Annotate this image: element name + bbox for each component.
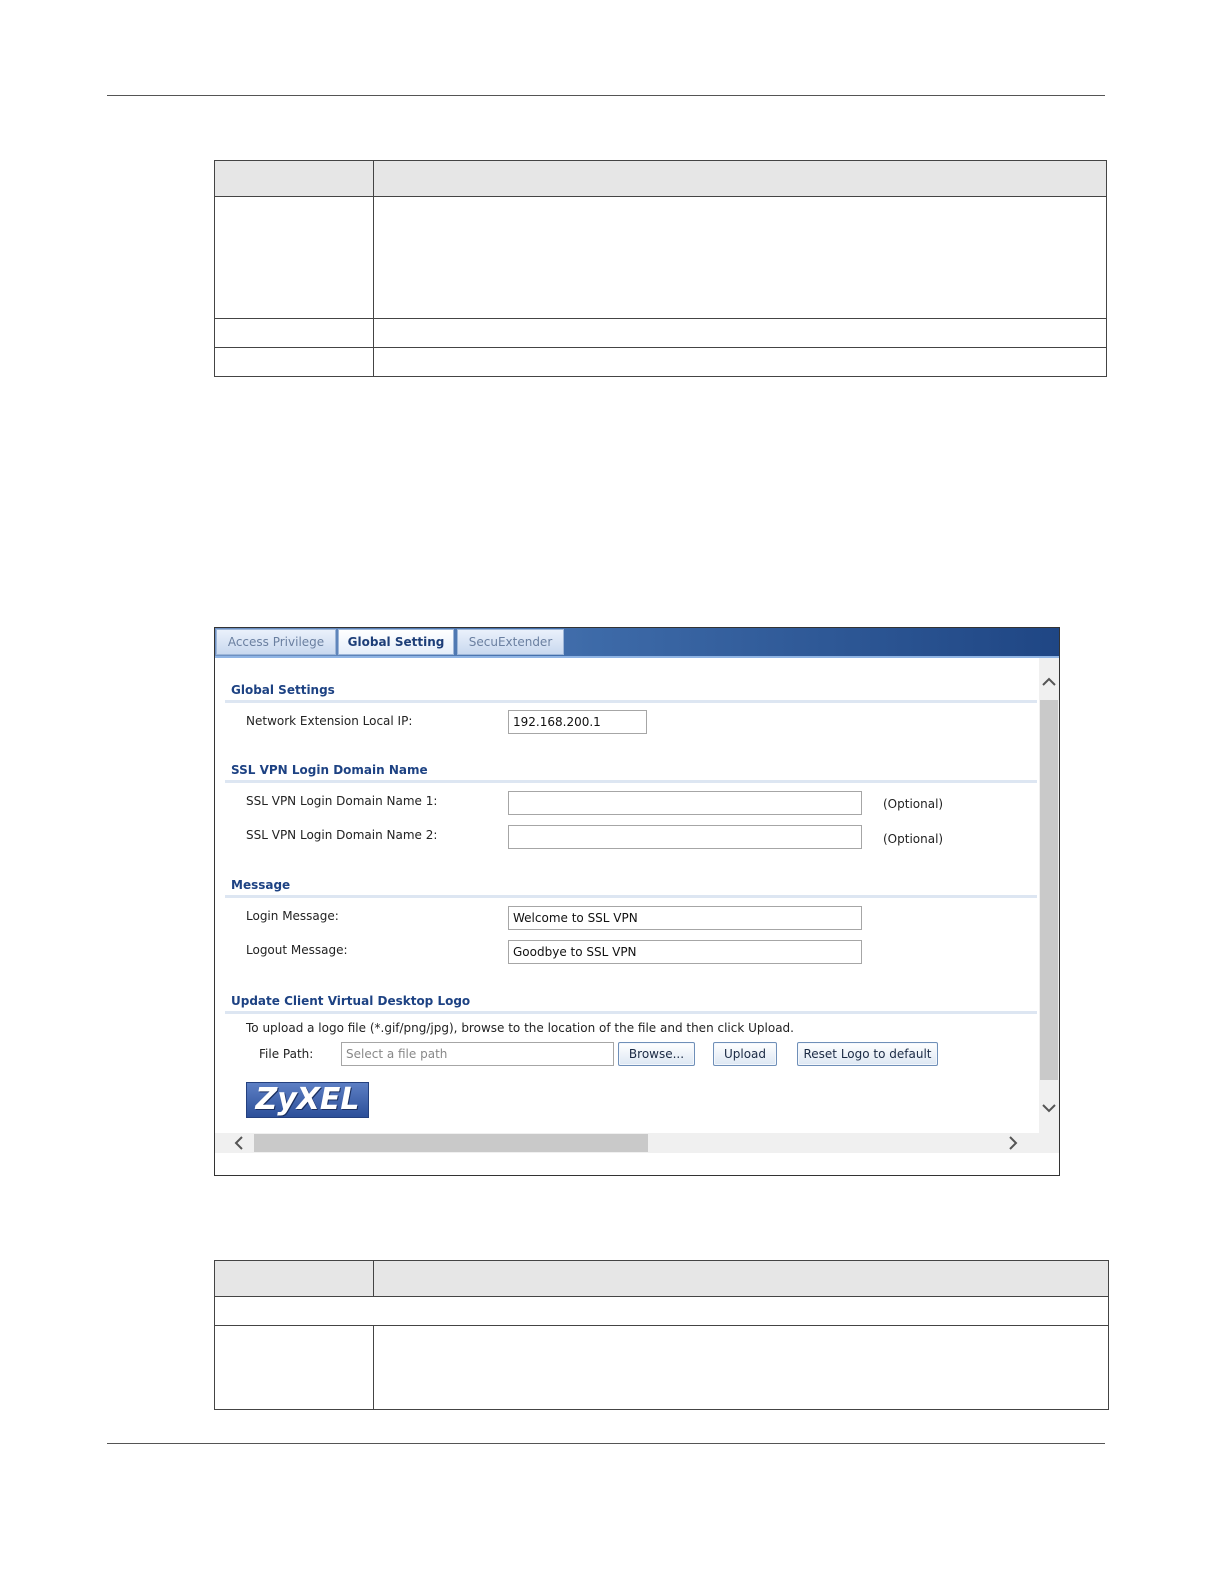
table-cell <box>215 1297 1109 1326</box>
table-header-cell <box>374 161 1107 197</box>
network-extension-ip-input[interactable]: 192.168.200.1 <box>508 710 647 734</box>
table-cell <box>374 348 1107 377</box>
table-header-cell <box>215 161 374 197</box>
table-cell <box>374 197 1107 319</box>
tab-access-privilege[interactable]: Access Privilege <box>216 629 336 655</box>
table-cell <box>215 197 374 319</box>
vertical-scroll-thumb[interactable] <box>1040 700 1058 1080</box>
section-title-domain-name: SSL VPN Login Domain Name <box>231 763 428 777</box>
table-cell <box>215 319 374 348</box>
tab-global-setting[interactable]: Global Setting <box>338 629 454 655</box>
tab-secuextender[interactable]: SecuExtender <box>457 629 564 655</box>
domain-name-1-label: SSL VPN Login Domain Name 1: <box>246 794 438 808</box>
logout-message-label: Logout Message: <box>246 943 348 957</box>
chevron-left-icon[interactable] <box>229 1133 249 1153</box>
logout-message-input[interactable]: Goodbye to SSL VPN <box>508 940 862 964</box>
optional-note: (Optional) <box>883 797 944 811</box>
ssl-vpn-global-setting-screenshot <box>214 627 1060 1176</box>
table-header-cell <box>215 1261 374 1297</box>
footer-rule <box>107 1443 1105 1444</box>
login-message-input[interactable]: Welcome to SSL VPN <box>508 906 862 930</box>
settings-panel <box>215 658 1039 1133</box>
description-table-top <box>214 160 1107 377</box>
file-path-label: File Path: <box>259 1047 314 1061</box>
domain-name-2-label: SSL VPN Login Domain Name 2: <box>246 828 438 842</box>
domain-name-1-input[interactable] <box>508 791 862 815</box>
section-divider <box>225 780 1037 783</box>
section-title-global-settings: Global Settings <box>231 683 335 697</box>
description-table-bottom <box>214 1260 1109 1410</box>
logo-upload-instructions: To upload a logo file (*.gif/png/jpg), browse to the location of the file and then click Upload. <box>246 1021 794 1035</box>
horizontal-scrollbar[interactable] <box>215 1133 1039 1153</box>
table-header-cell <box>374 1261 1109 1297</box>
section-title-message: Message <box>231 878 291 892</box>
file-path-input[interactable]: Select a file path <box>341 1042 614 1066</box>
section-divider <box>225 1011 1037 1014</box>
chevron-up-icon[interactable] <box>1039 672 1059 692</box>
optional-note: (Optional) <box>883 832 944 846</box>
zyxel-logo: ZyXEL <box>246 1082 369 1118</box>
chevron-down-icon[interactable] <box>1039 1098 1059 1118</box>
tab-bar <box>215 628 1059 658</box>
horizontal-scroll-thumb[interactable] <box>254 1134 648 1152</box>
scrollbar-corner <box>1039 1133 1059 1153</box>
vertical-scrollbar[interactable] <box>1039 658 1059 1133</box>
section-divider <box>225 700 1037 703</box>
reset-logo-button[interactable]: Reset Logo to default <box>797 1042 938 1066</box>
browse-button[interactable]: Browse... <box>618 1042 695 1066</box>
upload-button[interactable]: Upload <box>713 1042 777 1066</box>
section-divider <box>225 895 1037 898</box>
header-rule <box>107 95 1105 96</box>
table-cell <box>215 1326 374 1410</box>
chevron-right-icon[interactable] <box>1003 1133 1023 1153</box>
table-cell <box>374 1326 1109 1410</box>
login-message-label: Login Message: <box>246 909 339 923</box>
table-cell <box>215 348 374 377</box>
section-title-logo: Update Client Virtual Desktop Logo <box>231 994 471 1008</box>
domain-name-2-input[interactable] <box>508 825 862 849</box>
table-cell <box>374 319 1107 348</box>
network-extension-label: Network Extension Local IP: <box>246 714 413 728</box>
